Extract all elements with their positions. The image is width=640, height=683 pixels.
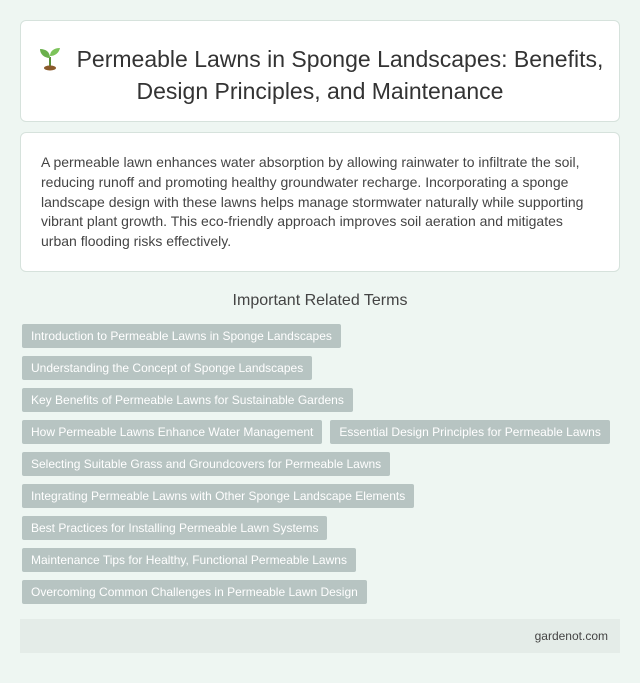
page-title-text: Permeable Lawns in Sponge Landscapes: Benefits, Design Principles, and Maintenance <box>76 46 604 104</box>
related-terms-list <box>22 324 618 604</box>
intro-card <box>20 132 620 272</box>
related-term-link[interactable]: Maintenance Tips for Healthy, Functional Permeable Lawns <box>22 548 356 572</box>
related-term-link[interactable]: Selecting Suitable Grass and Groundcovers for Permeable Lawns <box>22 452 390 476</box>
footer <box>20 619 620 653</box>
page-title <box>21 21 619 107</box>
related-term-link[interactable]: How Permeable Lawns Enhance Water Management <box>22 420 322 444</box>
footer-site-link[interactable]: gardenot.com <box>534 629 608 643</box>
title-card <box>20 20 620 122</box>
related-term-link[interactable]: Key Benefits of Permeable Lawns for Sustainable Gardens <box>22 388 353 412</box>
related-term-link[interactable]: Integrating Permeable Lawns with Other Sponge Landscape Elements <box>22 484 414 508</box>
related-term-link[interactable]: Essential Design Principles for Permeable Lawns <box>330 420 609 444</box>
related-terms-heading: Important Related Terms <box>232 292 408 309</box>
sprout-icon <box>37 45 63 71</box>
related-term-link[interactable]: Overcoming Common Challenges in Permeable Lawn Design <box>22 580 367 604</box>
intro-paragraph: A permeable lawn enhances water absorption by allowing rainwater to infiltrate the soil, reducing runoff and promoting healthy groundwater recharge. Incorporating a sponge landscape design with these lawns helps manage stormwater naturally while supporting vibrant plant growth. This eco-friendly approach improves soil aeration and mitigates urban flooding risks effectively. <box>41 154 584 250</box>
related-term-link[interactable]: Introduction to Permeable Lawns in Sponge Landscapes <box>22 324 341 348</box>
related-term-link[interactable]: Best Practices for Installing Permeable Lawn Systems <box>22 516 327 540</box>
related-term-link[interactable]: Understanding the Concept of Sponge Landscapes <box>22 356 312 380</box>
